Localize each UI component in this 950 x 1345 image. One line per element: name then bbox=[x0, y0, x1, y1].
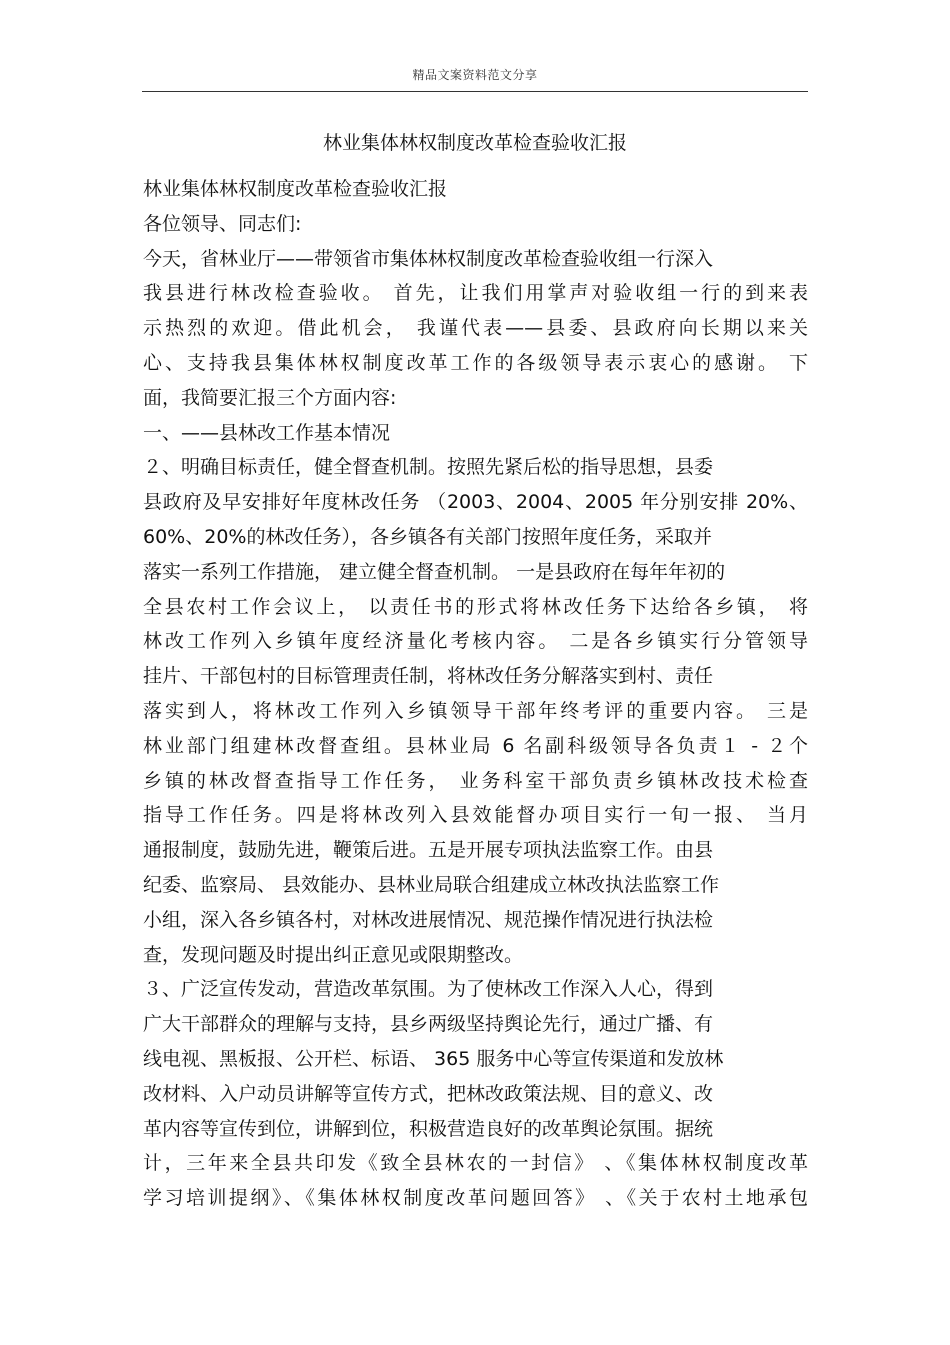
text-line: 革内容等宣传到位，讲解到位，积极营造良好的改革舆论氛围。据统 bbox=[143, 1117, 714, 1140]
text-line: 纪委、监察局、 县效能办、县林业局联合组建成立林改执法监察工作 bbox=[143, 873, 720, 896]
text-line: 林业部门组建林改督查组。县林业局 6 名副科级领导各负责１ - ２个 bbox=[143, 734, 808, 757]
text-line: 改材料、入户动员讲解等宣传方式，把林改政策法规、目的意义、改 bbox=[143, 1082, 714, 1105]
header-divider bbox=[142, 91, 808, 92]
text-line: 落实到人，将林改工作列入乡镇领导干部年终考评的重要内容。 三是 bbox=[143, 699, 808, 722]
text-line: 60%、20%的林改任务），各乡镇各有关部门按照年度任务，采取并 bbox=[143, 525, 712, 548]
text-line: 通报制度，鼓励先进，鞭策后进。五是开展专项执法监察工作。由县 bbox=[143, 839, 714, 862]
text-line: 全县农村工作会议上， 以责任书的形式将林改任务下达给各乡镇， 将 bbox=[143, 595, 808, 618]
page-header: 精品文案资料范文分享 bbox=[412, 68, 538, 82]
text-line: ２、明确目标责任，健全督查机制。按照先紧后松的指导思想，县委 bbox=[143, 456, 714, 479]
text-line: 示热烈的欢迎。借此机会， 我谨代表——县委、县政府向长期以来关 bbox=[143, 317, 808, 340]
text-line: 小组，深入各乡镇各村，对林改进展情况、规范操作情况进行执法检 bbox=[143, 908, 714, 931]
document-body bbox=[143, 172, 808, 1216]
text-line: 学习培训提纲》、《集体林权制度改革问题回答》 、《关于农村土地承包 bbox=[143, 1187, 808, 1210]
text-line: 挂片、干部包村的目标管理责任制，将林改任务分解落实到村、责任 bbox=[143, 665, 714, 688]
text-line: ３、广泛宣传发动，营造改革氛围。为了使林改工作深入人心，得到 bbox=[143, 978, 714, 1001]
text-line: 乡镇的林改督查指导工作任务， 业务科室干部负责乡镇林改技术检查 bbox=[143, 769, 808, 792]
text-line: 我县进行林改检查验收。 首先，让我们用掌声对验收组一行的到来表 bbox=[143, 282, 808, 305]
text-line: 指导工作任务。四是将林改列入县效能督办项目实行一旬一报、 当月 bbox=[143, 804, 808, 827]
text-line: 林业集体林权制度改革检查验收汇报 bbox=[143, 178, 448, 200]
text-line: 心、支持我县集体林权制度改革工作的各级领导表示衷心的感谢。 下 bbox=[143, 351, 808, 374]
text-line: 线电视、黑板报、公开栏、标语、 365 服务中心等宣传渠道和发放林 bbox=[143, 1047, 724, 1070]
text-line: 广大干部群众的理解与支持，县乡两级坚持舆论先行，通过广播、有 bbox=[143, 1013, 714, 1036]
text-line: 面，我简要汇报三个方面内容: bbox=[143, 386, 397, 409]
document-title: 林业集体林权制度改革检查验收汇报 bbox=[322, 132, 627, 154]
text-line: 计，三年来全县共印发《致全县林农的一封信》 、《集体林权制度改革 bbox=[143, 1152, 808, 1175]
text-line: 一、——县林改工作基本情况 bbox=[143, 421, 391, 444]
text-line: 查，发现问题及时提出纠正意见或限期整改。 bbox=[143, 943, 524, 966]
text-line: 今天，省林业厅——带领省市集体林权制度改革检查验收组一行深入 bbox=[143, 247, 714, 270]
text-line: 县政府及早安排好年度林改任务 （2003、2004、2005 年分别安排 20%、 bbox=[143, 491, 808, 514]
text-line: 林改工作列入乡镇年度经济量化考核内容。 二是各乡镇实行分管领导 bbox=[143, 630, 808, 653]
text-line: 各位领导、同志们: bbox=[143, 212, 302, 235]
text-line: 落实一系列工作措施， 建立健全督查机制。 一是县政府在每年年初的 bbox=[143, 560, 726, 583]
